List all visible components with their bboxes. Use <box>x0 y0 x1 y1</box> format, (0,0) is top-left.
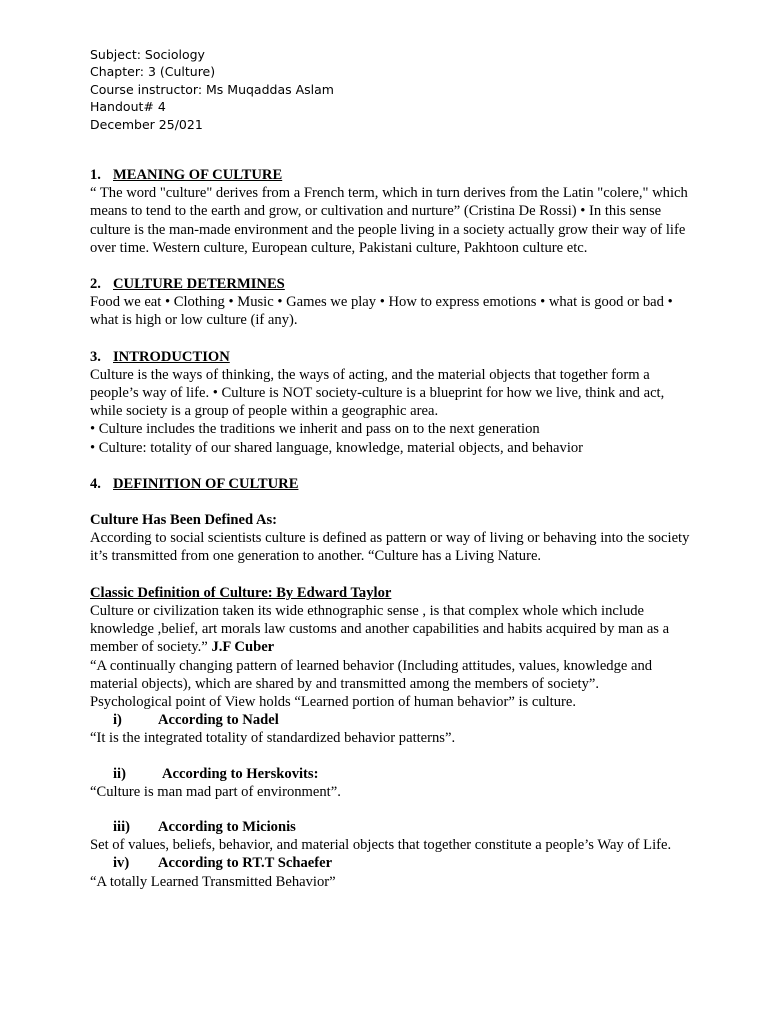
section-3-paragraph: Culture is the ways of thinking, the ways of acting, and the material objects that together form a people’s way of life. • Culture is NOT society-culture is a blueprint for how we live, think and act, while society is a group of people within a geographic area. <box>90 366 665 420</box>
definition-item-text: “It is the integrated totality of standardized behavior patterns”. <box>90 730 456 747</box>
subject-line: Subject: Sociology <box>90 47 205 62</box>
chapter-line: Chapter: 3 (Culture) <box>90 64 216 80</box>
section-number: 3. <box>90 348 101 365</box>
defined-as-paragraph: According to social scientists culture is defined as pattern or way of living or behaving into the society it’s transmitted from one generation to another. “Culture has a Living Nature. <box>90 530 690 565</box>
definition-item-title: According to RT.T Schaefer <box>158 855 333 872</box>
section-2-paragraph: Food we eat • Clothing • Music • Games we play • How to express emotions • what is good or bad • what is high or low culture (if any). <box>90 294 673 329</box>
definition-item-heading <box>90 711 690 729</box>
definition-item-heading <box>90 818 690 836</box>
section-title: DEFINITION OF CULTURE <box>113 475 299 492</box>
section-number: 4. <box>90 475 101 492</box>
document-body <box>90 133 690 891</box>
section-3-bullet: • Culture: totality of our shared language, knowledge, material objects, and behavior <box>90 439 584 456</box>
roman-numeral: i) <box>113 712 122 729</box>
roman-numeral: ii) <box>113 765 126 782</box>
section-number: 2. <box>90 276 101 293</box>
document-page <box>90 46 690 891</box>
classic-definition-heading: Classic Definition of Culture: By Edward Taylor <box>90 584 392 601</box>
definition-item-title: According to Micionis <box>158 818 296 835</box>
document-header <box>90 46 690 133</box>
section-1-paragraph: “ The word "culture" derives from a French term, which in turn derives from the Latin "colere," which means to tend to the earth and grow, or cultivation and nurture” (Cristina De Rossi) • In this sense culture is the man-made environment and the people living in a society actually grow their way of life over time. Western culture, European culture, Pakistani culture, Pakhtoon culture etc. <box>90 185 688 256</box>
roman-numeral: iv) <box>113 855 130 872</box>
defined-as-heading: Culture Has Been Defined As: <box>90 512 278 529</box>
definition-item-text: “A totally Learned Transmitted Behavior” <box>90 873 336 890</box>
definition-item-title: According to Herskovits: <box>162 765 319 782</box>
instructor-line: Course instructor: Ms Muqaddas Aslam <box>90 81 334 97</box>
section-3-heading <box>90 348 690 366</box>
definition-item-title: According to Nadel <box>158 712 279 729</box>
definition-item-text: “Culture is man mad part of environment”. <box>90 783 341 800</box>
section-4-heading <box>90 475 690 493</box>
definition-item-text: Set of values, beliefs, behavior, and material objects that together constitute a people’s Way of Life. <box>90 837 672 854</box>
section-title: INTRODUCTION <box>113 348 230 365</box>
classic-definition-text: Culture or civilization taken its wide ethnographic sense , is that complex whole which include knowledge ,belief, art morals law customs and another capabilities and habits acquired by man as a member of society.” <box>90 602 670 656</box>
handout-line: Handout# 4 <box>90 99 166 115</box>
section-number: 1. <box>90 167 101 184</box>
psychological-view: Psychological point of View holds “Learned portion of human behavior” is culture. <box>90 693 577 710</box>
section-title: MEANING OF CULTURE <box>113 167 283 184</box>
roman-numeral: iii) <box>113 818 131 835</box>
section-2-heading <box>90 275 690 293</box>
definition-item-heading <box>90 765 690 783</box>
date-line: December 25/021 <box>90 116 203 132</box>
definition-item-heading <box>90 854 690 872</box>
section-3-bullet: • Culture includes the traditions we inherit and pass on to the next generation <box>90 421 540 438</box>
section-1-heading <box>90 166 690 184</box>
cuber-quote: “A continually changing pattern of learned behavior (Including attitudes, values, knowledge and material objects), which are shared by and transmitted among the members of society”. <box>90 657 653 692</box>
classic-definition-paragraph <box>90 602 690 657</box>
cuber-label: J.F Cuber <box>211 639 275 656</box>
section-title: CULTURE DETERMINES <box>113 276 285 293</box>
